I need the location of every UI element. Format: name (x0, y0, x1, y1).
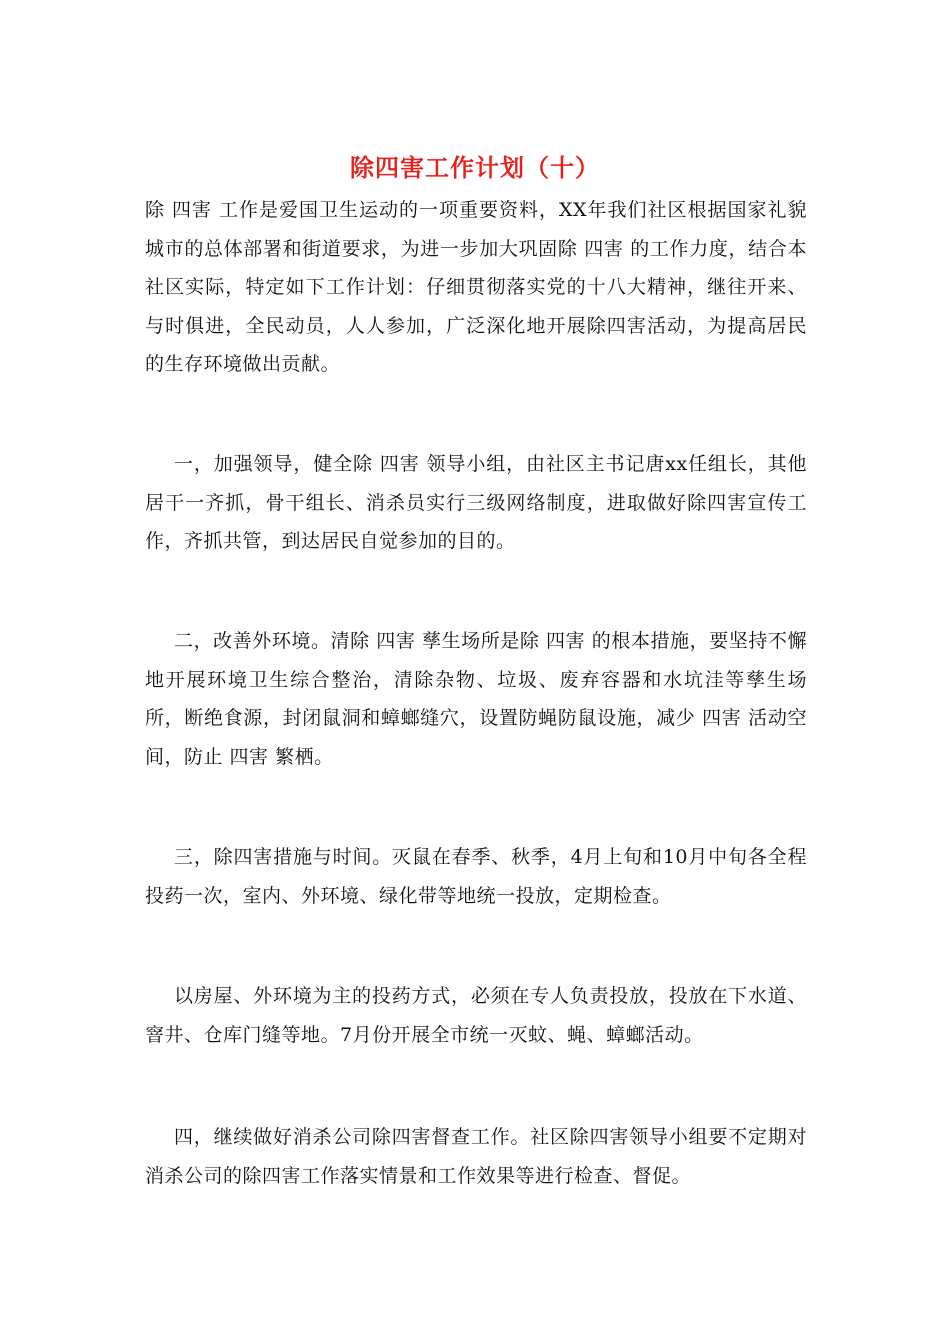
paragraph-section-four: 四，继续做好消杀公司除四害督查工作。社区除四害领导小组要不定期对消杀公司的除四害工作落实情景和工作效果等进行检查、督促。 (145, 1126, 807, 1187)
paragraph-section-three-continued: 以房屋、外环境为主的投药方式，必须在专人负责投放，投放在下水道、窨井、仓库门缝等地。7月份开展全市统一灭蚊、蝇、蟑螂活动。 (145, 985, 807, 1046)
paragraph-section-three: 三，除四害措施与时间。灭鼠在春季、秋季，4月上旬和10月中旬各全程投药一次，室内、外环境、绿化带等地统一投放，定期检查。 (145, 846, 807, 907)
paragraph-intro: 除 四害 工作是爱国卫生运动的一项重要资料，XX年我们社区根据国家礼貌城市的总体部署和街道要求，为进一步加大巩固除 四害 的工作力度，结合本社区实际，特定如下工作计划：仔细贯彻落实党的十八大精神，继往开来、与时俱进，全民动员，人人参加，广泛深化地开展除四害活动，为提高居民的生存环境做出贡献。 (145, 199, 807, 375)
paragraph-section-one: 一，加强领导，健全除 四害 领导小组，由社区主书记唐xx任组长，其他居干一齐抓，骨干组长、消杀员实行三级网络制度，进取做好除四害宣传工作，齐抓共管，到达居民自觉参加的目的。 (145, 453, 807, 552)
document-title: 除四害工作计划（十） (350, 153, 600, 182)
paragraph-section-two: 二，改善外环境。清除 四害 孳生场所是除 四害 的根本措施，要坚持不懈地开展环境卫生综合整治，清除杂物、垃圾、废弃容器和水坑洼等孳生场所，断绝食源，封闭鼠洞和蟑螂缝穴，设置防蝇防鼠设施，减少 四害 活动空间，防止 四害 繁栖。 (145, 630, 807, 768)
